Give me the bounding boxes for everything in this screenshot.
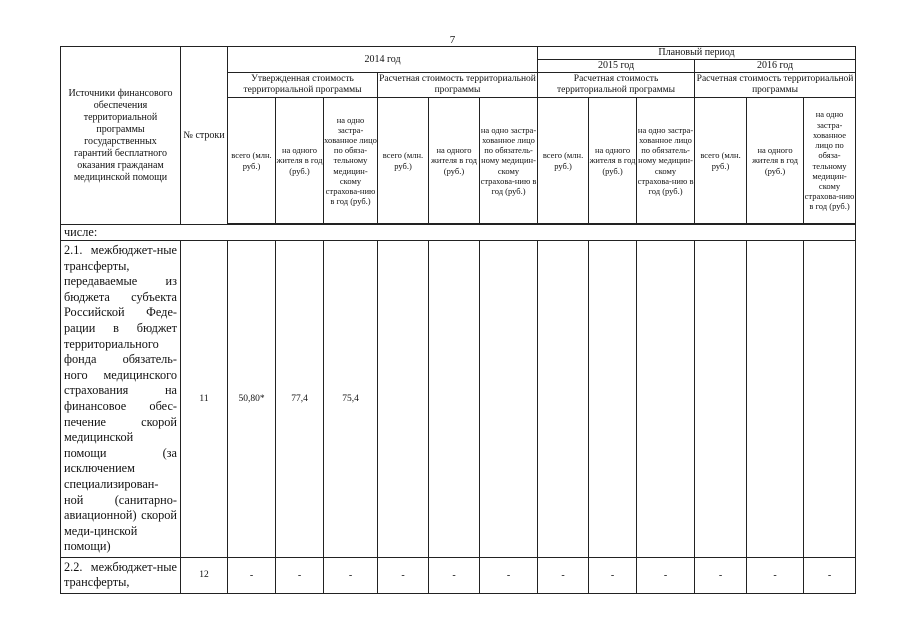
header-approved-2014: Утвержденная стоимость территориальной программы	[228, 73, 378, 98]
table-cell	[695, 241, 747, 558]
header-calculated-2016: Расчетная стоимость территориальной программы	[695, 73, 856, 98]
table-cell: -	[637, 557, 695, 593]
table-cell: -	[804, 557, 856, 593]
subcol-per-insured: на одно застра-хованное лицо по обязатель-ному медицин-скому страхова-нию в год (руб.)	[480, 98, 538, 224]
table-cell	[378, 241, 429, 558]
table-row	[61, 241, 856, 558]
page-number: 7	[449, 34, 456, 46]
header-source: Источники финансового обеспечения территориальной программы государственных гарантий бесплатного оказания гражданам медицинской помощи	[61, 47, 181, 225]
row-label: 2.1. межбюджет-ные трансферты, передаваемые из бюджета субъекта Российской Феде-рации в бюджет территориального фонда обязатель-ного медицинского страхования на финансовое обес-печение скорой медицинской помощи (за исключением специализирован-ной (санитарно-авиационной) скорой меди-цинской помощи)	[61, 241, 181, 558]
subcol-per-resident: на одного жителя в год (руб.)	[747, 98, 804, 224]
header-2014: 2014 год	[228, 47, 538, 73]
table-cell: -	[695, 557, 747, 593]
table-cell	[637, 241, 695, 558]
table-cell: -	[324, 557, 378, 593]
header-row-number: № строки	[181, 47, 228, 225]
table-cell	[589, 241, 637, 558]
table-row	[61, 225, 856, 241]
table-cell	[538, 241, 589, 558]
table-cell: -	[429, 557, 480, 593]
subcol-per-insured: на одно застра-хованное лицо по обязатель-ному медицин-скому страхова-нию в год (руб.)	[637, 98, 695, 224]
header-planning-period: Плановый период	[538, 47, 856, 60]
subcol-total: всего (млн. руб.)	[538, 98, 589, 224]
table-row	[61, 557, 856, 593]
table-cell: -	[747, 557, 804, 593]
table-cell: -	[378, 557, 429, 593]
header-2015: 2015 год	[538, 60, 695, 73]
subcol-per-resident: на одного жителя в год (руб.)	[589, 98, 637, 224]
table-cell: 75,4	[324, 241, 378, 558]
continuation-label: числе:	[61, 225, 856, 241]
subcol-total: всего (млн. руб.)	[695, 98, 747, 224]
subcol-per-resident: на одного жителя в год (руб.)	[429, 98, 480, 224]
header-calculated-2014: Расчетная стоимость территориальной программы	[378, 73, 538, 98]
row-number: 12	[181, 557, 228, 593]
table-cell	[804, 241, 856, 558]
table-cell: -	[480, 557, 538, 593]
table-cell: -	[589, 557, 637, 593]
header-2016: 2016 год	[695, 60, 856, 73]
subcol-per-insured: на одно застра-хованное лицо по обяза-тельному медицин-скому страхова-нию в год (руб.)	[804, 98, 856, 224]
subcol-per-resident: на одного жителя в год (руб.)	[276, 98, 324, 224]
subcol-per-insured: на одно застра-хованное лицо по обяза-тельному медицин-скому страхова-нию в год (руб.)	[324, 98, 378, 224]
table-cell	[429, 241, 480, 558]
financing-table	[60, 46, 856, 594]
table-cell: -	[276, 557, 324, 593]
table-cell: -	[538, 557, 589, 593]
table-cell: 50,80*	[228, 241, 276, 558]
table-cell	[747, 241, 804, 558]
table-cell: 77,4	[276, 241, 324, 558]
table-cell	[480, 241, 538, 558]
table-cell: -	[228, 557, 276, 593]
subcol-total: всего (млн. руб.)	[228, 98, 276, 224]
header-calculated-2015: Расчетная стоимость территориальной программы	[538, 73, 695, 98]
row-number: 11	[181, 241, 228, 558]
subcol-total: всего (млн. руб.)	[378, 98, 429, 224]
row-label: 2.2. межбюджет-ные трансферты,	[61, 557, 181, 593]
